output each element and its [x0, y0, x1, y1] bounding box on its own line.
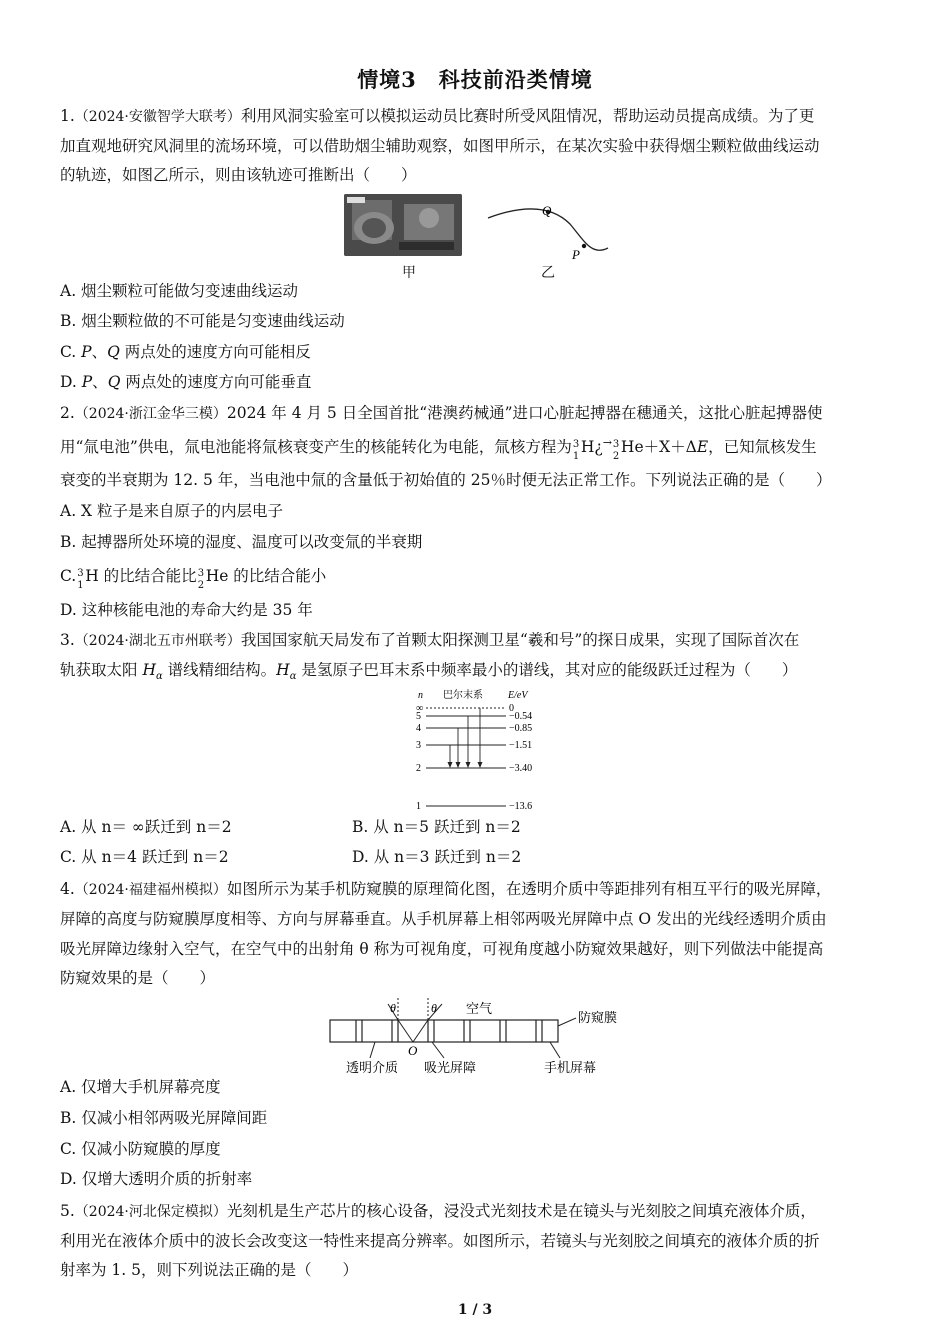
medium-label: 透明介质 [346, 1060, 399, 1075]
q3-line-2: 轨获取太阳 $H_\alpha$ 谱线精细结构。$H_\alpha$ 是氢原子巴耳末系中频率最小的谱线，其对应的能级跃迁过程为（ ） [60, 661, 798, 683]
theta-left: θ [390, 1001, 396, 1015]
q3-option-a: A. 从 n＝ ∞跃迁到 n＝2 [60, 818, 232, 836]
q2-line-3: 衰变的半衰期为 12. 5 年，当电池中氚的含量低于初始值的 25％时便无法正常工作。下列说法正确的是（ ） [60, 471, 832, 489]
series-label: 巴尔末系 [443, 690, 483, 701]
q4-option-a: A. 仅增大手机屏幕亮度 [60, 1078, 221, 1096]
q2-option-c: C. 3 1 H 的比结合能比 3 2 He 的比结合能小 [60, 567, 327, 591]
transition-arrowhead [478, 762, 483, 768]
q5-line-3: 射率为 1. 5，则下列说法正确的是（ ） [60, 1261, 359, 1279]
q4-option-b: B. 仅减小相邻两吸光屏障间距 [60, 1109, 268, 1127]
screen-label: 手机屏幕 [544, 1060, 597, 1075]
level-energy-label: 0 [509, 703, 514, 714]
q2-option-d: D. 这种核能电池的寿命大约是 35 年 [60, 601, 313, 619]
film-label: 防窥膜 [578, 1010, 618, 1025]
q1-option-c: C. P、Q 两点处的速度方向可能相反 [60, 343, 311, 361]
level-n-label: 1 [416, 801, 421, 812]
energy-axis-label: E/eV [508, 690, 528, 701]
q3-option-d: D. 从 n＝3 跃迁到 n＝2 [352, 848, 522, 866]
level-n-label: 5 [416, 711, 421, 722]
q1-number: 1. [60, 107, 75, 125]
wind-tunnel-photo-drawing [344, 194, 462, 256]
q5-line-1: 5.（2024·河北保定模拟）光刻机是生产芯片的核心设备，浸没式光刻技术是在镜头与光刻胶之间填充液体介质， [60, 1202, 816, 1220]
page-title: 情境3 科技前沿类情境 [357, 67, 593, 92]
level-n-label: 2 [416, 763, 421, 774]
n-axis-label: n [418, 690, 423, 701]
q1-text: 利用风洞实验室可以模拟运动员比赛时所受风阻情况，帮助运动员提高成绩。为了更 [240, 107, 815, 125]
air-label: 空气 [466, 1001, 493, 1016]
q2-option-b: B. 起搏器所处环境的湿度、温度可以改变氚的半衰期 [60, 533, 423, 551]
level-n-label: 3 [416, 740, 421, 751]
level-energy-label: −1.51 [509, 740, 533, 751]
q3-option-b: B. 从 n＝5 跃迁到 n＝2 [352, 818, 521, 836]
q4-option-d: D. 仅增大透明介质的折射率 [60, 1170, 253, 1188]
q2-line-1: 2.（2024·浙江金华三模）2024 年 4 月 5 日全国首批“港澳药械通”进口心脏起搏器在穗通关，这批心脏起搏器使 [60, 404, 823, 422]
level-n-label: ∞ [416, 703, 424, 714]
q5-source: （2024·河北保定模拟） [74, 1204, 227, 1220]
q1-line-3: 的轨迹，如图乙所示，则由该轨迹可推断出（ ） [60, 166, 417, 184]
q1-option-a: A. 烟尘颗粒可能做匀变速曲线运动 [60, 282, 299, 300]
transition-arrows [448, 708, 483, 768]
privacy-film-diagram [320, 996, 640, 1080]
transition-arrowhead [448, 762, 453, 768]
figure-jia-label: 甲 [402, 265, 416, 281]
levels-group [416, 703, 532, 812]
q5-line-2: 利用光在液体介质中的波长会改变这一特性来提高分辨率。如图所示，若镜头与光刻胶之间填充的液体介质的折 [60, 1232, 820, 1250]
q2-source: （2024·浙江金华三模） [74, 406, 227, 422]
theta-right: θ [431, 1001, 437, 1015]
tritium-isotope: 3 1 [572, 439, 580, 462]
q2-option-a: A. X 粒子是来自原子的内层电子 [60, 502, 284, 520]
barrier-label: 吸光屏障 [424, 1060, 477, 1075]
point-o-label: O [408, 1043, 418, 1058]
transition-arrowhead [456, 762, 461, 768]
q3-option-c: C. 从 n＝4 跃迁到 n＝2 [60, 848, 229, 866]
level-energy-label: −0.54 [509, 711, 533, 722]
wind-tunnel-photo [344, 194, 462, 256]
q4-option-c: C. 仅减小防窥膜的厚度 [60, 1140, 221, 1158]
q4-line-1: 4.（2024·福建福州模拟）如图所示为某手机防窥膜的原理简化图，在透明介质中等距排列有相互平行的吸光屏障， [60, 880, 832, 898]
q1-option-b: B. 烟尘颗粒做的不可能是匀变速曲线运动 [60, 312, 345, 330]
q1-option-d: D. P、Q 两点处的速度方向可能垂直 [60, 373, 312, 391]
q4-line-4: 防窥效果的是（ ） [60, 969, 216, 987]
transition-arrowhead [466, 762, 471, 768]
point-p [582, 244, 586, 248]
level-n-label: 4 [416, 723, 421, 734]
q4-line-3: 吸光屏障边缘射入空气，在空气中的出射角 θ 称为可视角度，可视角度越小防窥效果越好，则下列做法中能提高 [60, 940, 824, 958]
level-energy-label: −13.6 [509, 801, 533, 812]
q4-line-2: 屏障的高度与防窥膜厚度相等、方向与屏幕垂直。从手机屏幕上相邻两吸光屏障中点 O 发出的光线经透明介质由 [60, 910, 827, 928]
figure-yi-label: 乙 [541, 265, 555, 281]
label-p: P [572, 247, 580, 262]
q1-source: （2024·安徽智学大联考） [74, 109, 241, 125]
level-energy-label: −0.85 [509, 723, 533, 734]
page-number: 1 / 3 [457, 1302, 493, 1318]
q2-line-2: 用“氚电池”供电，氚电池能将氚核衰变产生的核能转化为电能，氚核方程为 3 1 H¿→ 3 2 He＋X＋ΔE，已知氚核发生 [60, 436, 817, 462]
label-q: Q [542, 203, 552, 218]
q1-line-2: 加直观地研究风洞里的流场环境，可以借助烟尘辅助观察，如图甲所示，在某次实验中获得烟尘颗粒做曲线运动 [60, 137, 820, 155]
energy-level-diagram [410, 688, 550, 816]
helium-isotope: 3 2 [612, 439, 620, 462]
q3-source: （2024·湖北五市州联考） [74, 633, 241, 649]
q3-line-1: 3.（2024·湖北五市州联考）我国国家航天局发布了首颗太阳探测卫星“羲和号”的探日成果，实现了国际首次在 [60, 631, 800, 649]
q1-line-1 [60, 106, 814, 127]
q4-source: （2024·福建福州模拟） [74, 882, 227, 898]
level-energy-label: −3.40 [509, 763, 533, 774]
